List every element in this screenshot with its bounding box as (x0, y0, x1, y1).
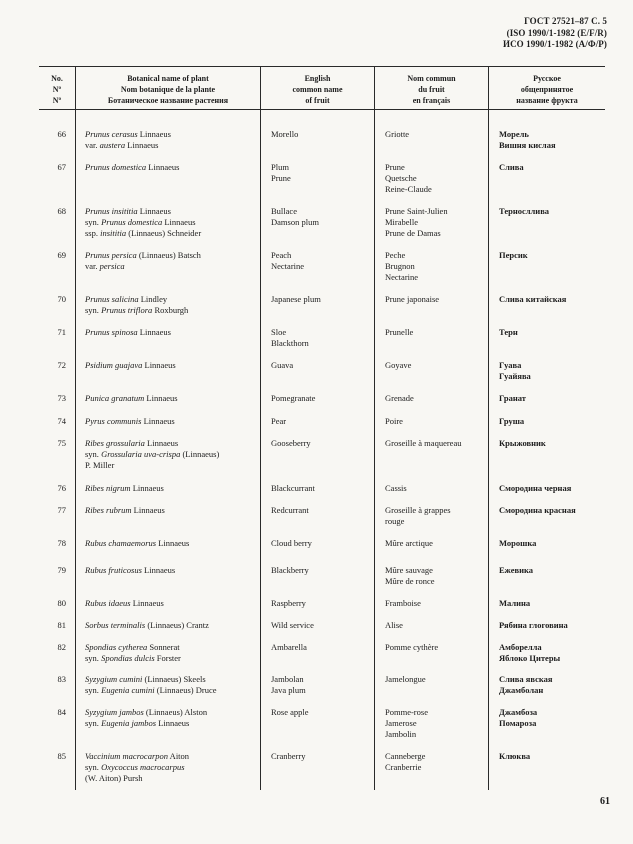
botanical-name (85, 538, 257, 549)
english-name: Pomegranate (271, 393, 316, 403)
french-name: Peche Brugnon Nectarine (385, 250, 419, 283)
column-header-russian: Русское общепринятое название фрукта (516, 74, 578, 105)
botanical-line: Rubus idaeus Linnaeus (85, 598, 164, 608)
row-number: 85 (57, 751, 66, 761)
row-number: 80 (57, 598, 66, 608)
standard-number: ГОСТ 27521–87 С. 5 (524, 16, 607, 26)
french-name: Pomme-rose Jamerose Jambolin (385, 707, 428, 740)
english-name: Blackberry (271, 565, 309, 575)
russian-name: Терносллива (499, 206, 550, 216)
botanical-line: Ribes rubrum Linnaeus (85, 505, 165, 515)
botanical-name (85, 505, 257, 516)
french-name: Goyave (385, 360, 412, 370)
russian-name: Морель Вишня кислая (499, 129, 556, 151)
french-name: Mûre sauvage Mûre de ronce (385, 565, 435, 587)
english-name: Pear (271, 416, 287, 426)
botanical-line: syn. Prunus triflora Roxburgh (85, 305, 189, 316)
botanical-name (85, 438, 257, 472)
botanical-line: P. Miller (85, 460, 115, 471)
botanical-name (85, 707, 257, 729)
botanical-line: Syzygium cumini (Linnaeus) Skeels (85, 674, 206, 684)
botanical-name (85, 598, 257, 609)
botanical-name (85, 483, 257, 494)
french-name: Framboise (385, 598, 421, 608)
row-number: 73 (57, 393, 66, 403)
column-header-english: English common name of fruit (292, 74, 343, 105)
botanical-line: Psidium guajava Linnaeus (85, 360, 176, 370)
russian-name: Ежевика (499, 565, 533, 575)
row-number: 71 (57, 327, 66, 337)
column-divider (374, 67, 375, 790)
russian-name: Слива (499, 162, 524, 172)
botanical-name (85, 162, 257, 173)
botanical-line: Ribes grossularia Linnaeus (85, 438, 179, 448)
english-name: Blackcurrant (271, 483, 315, 493)
botanical-line: Sorbus terminalis (Linnaeus) Crantz (85, 620, 209, 630)
botanical-line: Prunus spinosa Linnaeus (85, 327, 171, 337)
french-name: Groseille à grappes rouge (385, 505, 451, 527)
botanical-name (85, 129, 257, 151)
french-name: Groseille à maquereau (385, 438, 462, 448)
botanical-name (85, 751, 257, 785)
botanical-line: Pyrus communis Linnaeus (85, 416, 175, 426)
botanical-line: Prunus salicina Lindley (85, 294, 168, 304)
russian-name: Терн (499, 327, 518, 337)
botanical-line: Ribes nigrum Linnaeus (85, 483, 164, 493)
french-name: Grenade (385, 393, 414, 403)
french-name: Pomme cythère (385, 642, 439, 652)
column-header-no: No. Nº Nº (51, 74, 63, 105)
botanical-line: syn. Eugenia cumini (Linnaeus) Druce (85, 685, 217, 696)
english-name: Japanese plum (271, 294, 321, 304)
russian-name: Слива китайская (499, 294, 567, 304)
english-name: Jambolan Java plum (271, 674, 306, 696)
french-name: Canneberge Cranberrie (385, 751, 426, 773)
botanical-name (85, 327, 257, 338)
russian-name: Гуава Гуайява (499, 360, 531, 382)
botanical-line: Syzygium jambos (Linnaeus) Alston (85, 707, 208, 717)
botanical-line: Rubus fruticosus Linnaeus (85, 565, 176, 575)
botanical-name (85, 620, 257, 631)
row-number: 79 (57, 565, 66, 575)
botanical-name (85, 206, 257, 240)
english-name: Redcurrant (271, 505, 309, 515)
russian-name: Крыжовник (499, 438, 546, 448)
botanical-name (85, 416, 257, 427)
column-header-botanical: Botanical name of plant Nom botanique de la plante Ботаническое название растения (107, 74, 229, 105)
botanical-line: Rubus chamaemorus Linnaeus (85, 538, 190, 548)
row-number: 84 (57, 707, 66, 717)
russian-name: Клюква (499, 751, 531, 761)
french-name: Poire (385, 416, 403, 426)
botanical-name (85, 360, 257, 371)
english-name: Guava (271, 360, 294, 370)
russian-name: Груша (499, 416, 525, 426)
column-divider (75, 67, 76, 790)
botanical-line: Punica granatum Linnaeus (85, 393, 178, 403)
russian-name: Гранат (499, 393, 526, 403)
fruit-names-table (39, 66, 605, 790)
botanical-line: var. persica (85, 261, 125, 272)
russian-name: Малина (499, 598, 531, 608)
document-header (503, 16, 607, 51)
english-name: Raspberry (271, 598, 306, 608)
row-number: 82 (57, 642, 66, 652)
botanical-line: syn. Spondias dulcis Forster (85, 653, 181, 664)
row-number: 66 (57, 129, 66, 139)
iso-reference: (ISO 1990/1-1982 (E/F/R) (506, 27, 607, 38)
row-number: 76 (57, 483, 66, 493)
botanical-name (85, 393, 257, 404)
botanical-line: ssp. insititia (Linnaeus) Schneider (85, 228, 202, 239)
botanical-line: var. austera Linnaeus (85, 140, 159, 151)
row-number: 67 (57, 162, 66, 172)
botanical-line: Prunus persica (Linnaeus) Batsch (85, 250, 201, 260)
french-name: Prune Quetsche Reine-Claude (385, 162, 432, 195)
iso-reference-ru: ИСО 1990/1-1982 (А/Ф/Р) (502, 39, 607, 49)
french-name: Cassis (385, 483, 407, 493)
french-name: Alise (385, 620, 403, 630)
botanical-name (85, 294, 257, 316)
row-number: 83 (57, 674, 66, 684)
botanical-line: Prunus insititia Linnaeus (85, 206, 171, 216)
row-number: 70 (57, 294, 66, 304)
row-number: 68 (57, 206, 66, 216)
english-name: Morello (271, 129, 299, 139)
botanical-name (85, 250, 257, 272)
english-name: Sloe Blackthorn (271, 327, 309, 349)
botanical-line: (W. Aiton) Pursh (85, 773, 143, 784)
botanical-line: syn. Grossularia uva-crispa (Linnaeus) (85, 449, 220, 460)
botanical-line: Prunus cerasus Linnaeus (85, 129, 171, 139)
botanical-name (85, 674, 257, 696)
russian-name: Рябина глоговина (499, 620, 568, 630)
botanical-line: syn. Eugenia jambos Linnaeus (85, 718, 190, 729)
english-name: Rose apple (271, 707, 309, 717)
botanical-line: syn. Prunus domestica Linnaeus (85, 217, 196, 228)
russian-name: Джамбоза Помароза (499, 707, 538, 729)
english-name: Ambarella (271, 642, 307, 652)
botanical-line: Vaccinium macrocarpon Aiton (85, 751, 190, 761)
row-number: 77 (57, 505, 66, 515)
russian-name: Морошка (499, 538, 537, 548)
english-name: Peach Nectarine (271, 250, 305, 272)
french-name: Prune Saint-Julien Mirabelle Prune de Damas (385, 206, 448, 239)
botanical-line: syn. Oxycoccus macrocarpus (85, 762, 185, 773)
row-number: 74 (57, 416, 66, 426)
russian-name: Смородина красная (499, 505, 576, 515)
row-number: 69 (57, 250, 66, 260)
french-name: Prunelle (385, 327, 414, 337)
russian-name: Амборелла Яблоко Цитеры (499, 642, 561, 664)
row-number: 81 (57, 620, 66, 630)
english-name: Cranberry (271, 751, 306, 761)
french-name: Jamelongue (385, 674, 426, 684)
row-number: 78 (57, 538, 66, 548)
botanical-line: Spondias cytherea Sonnerat (85, 642, 180, 652)
russian-name: Смородина черная (499, 483, 572, 493)
botanical-name (85, 642, 257, 664)
russian-name: Персик (499, 250, 528, 260)
english-name: Wild service (271, 620, 314, 630)
english-name: Bullace Damson plum (271, 206, 319, 228)
botanical-name (85, 565, 257, 576)
english-name: Plum Prune (271, 162, 291, 184)
french-name: Prune japonaise (385, 294, 440, 304)
french-name: Griotte (385, 129, 410, 139)
row-number: 72 (57, 360, 66, 370)
page-number: 61 (600, 796, 610, 807)
row-number: 75 (57, 438, 66, 448)
header-divider (39, 109, 605, 110)
column-header-french: Nom commun du fruit en français (407, 74, 456, 105)
french-name: Mûre arctique (385, 538, 433, 548)
english-name: Cloud berry (271, 538, 312, 548)
english-name: Gooseberry (271, 438, 311, 448)
column-divider (260, 67, 261, 790)
botanical-line: Prunus domestica Linnaeus (85, 162, 180, 172)
russian-name: Слива явская Джамболан (499, 674, 553, 696)
